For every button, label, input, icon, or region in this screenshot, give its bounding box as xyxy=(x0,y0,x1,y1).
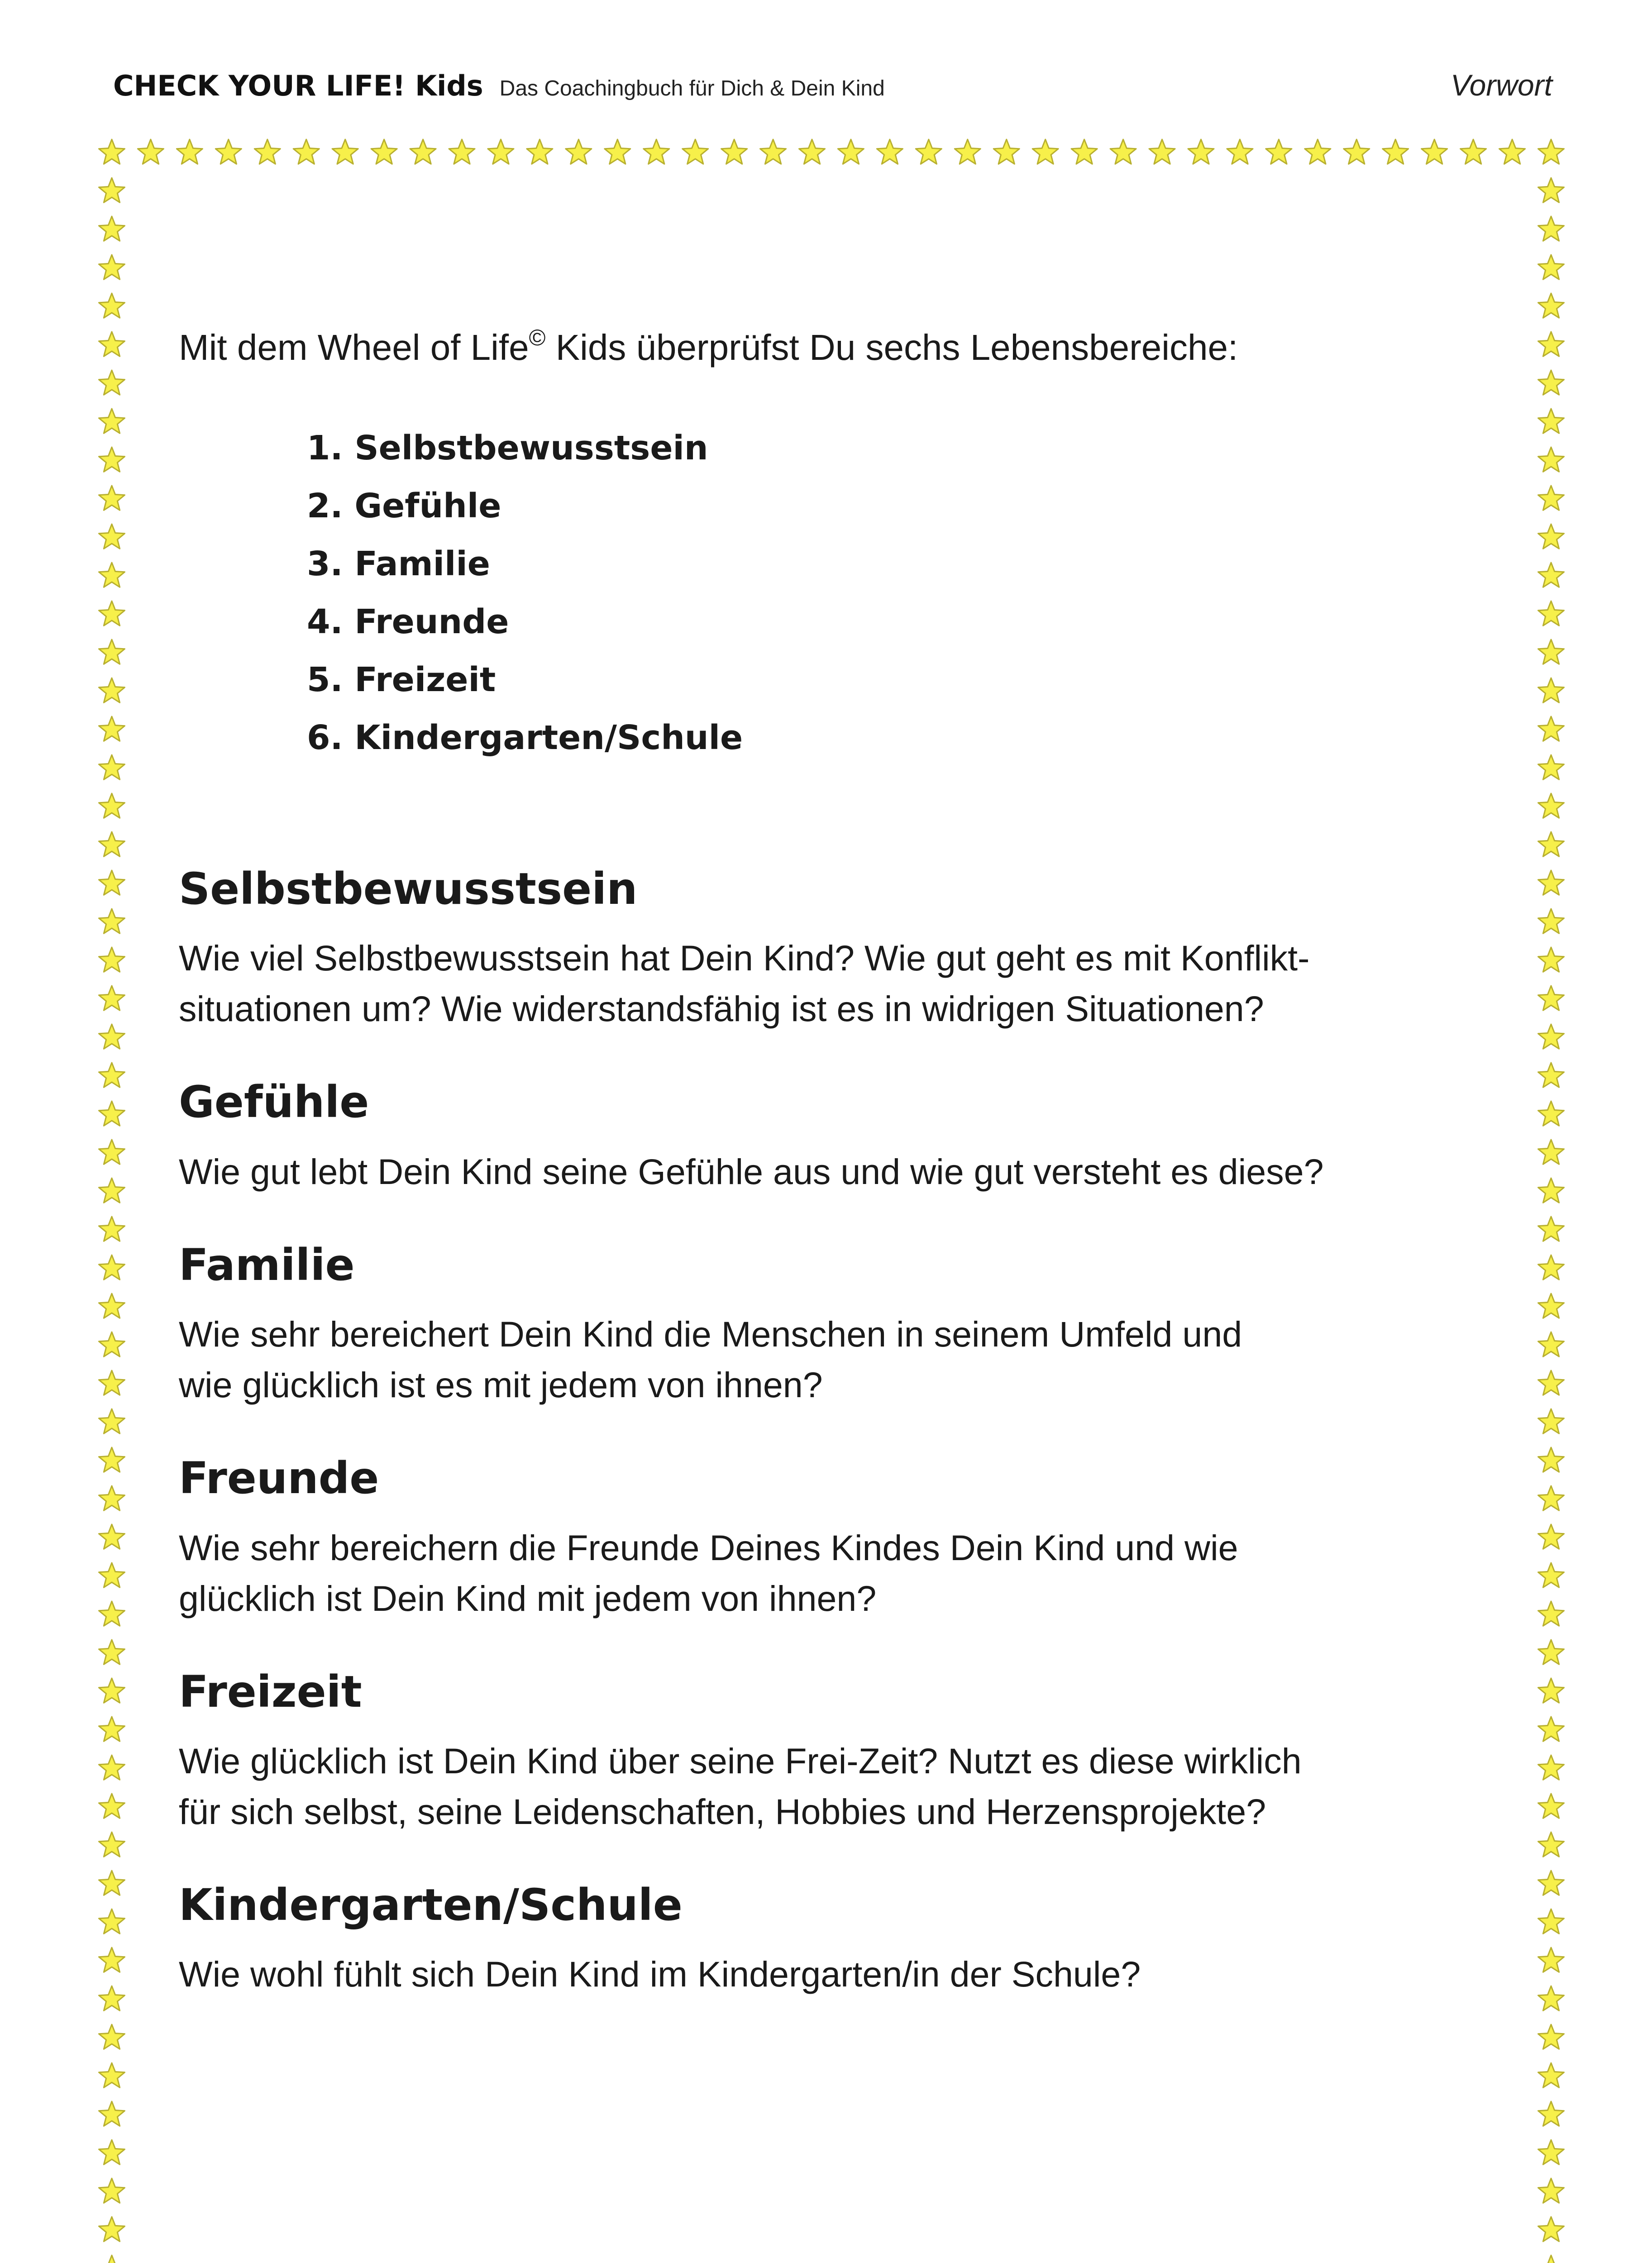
star-icon xyxy=(99,2255,125,2263)
star-icon xyxy=(371,139,397,164)
star-icon xyxy=(99,293,125,318)
star-icon xyxy=(1538,1370,1564,1395)
star-icon xyxy=(99,1486,125,1510)
text-line: situationen um? Wie widerstandsfähig ist es in widrigen Situationen? xyxy=(179,988,1264,1029)
text-line: Wie wohl fühlt sich Dein Kind im Kindergarten/in der Schule? xyxy=(179,1954,1141,1995)
star-icon xyxy=(1538,139,1564,164)
star-icon xyxy=(1538,1486,1564,1510)
section-heading: Familie xyxy=(179,1239,355,1290)
star-icon xyxy=(99,216,125,241)
star-icon xyxy=(99,1948,125,1972)
text-line: Wie gut lebt Dein Kind seine Gefühle aus und wie gut versteht es diese? xyxy=(179,1151,1324,1192)
star-icon xyxy=(1538,1601,1564,1626)
star-icon xyxy=(99,1332,125,1356)
text-line: Wie viel Selbstbewusstsein hat Dein Kind? Wie gut geht es mit Konflikt- xyxy=(179,938,1310,979)
star-icon xyxy=(1538,1563,1564,1587)
star-icon xyxy=(99,793,125,818)
star-icon xyxy=(99,447,125,472)
section-heading: Kindergarten/Schule xyxy=(179,1879,683,1930)
star-icon xyxy=(1188,139,1214,164)
star-icon xyxy=(1032,139,1058,164)
star-icon xyxy=(1538,2178,1564,2203)
text-line: wie glücklich ist es mit jedem von ihnen? xyxy=(179,1365,823,1405)
star-icon xyxy=(1538,909,1564,933)
star-icon xyxy=(99,2063,125,2087)
intro-text xyxy=(179,326,1446,369)
star-icon xyxy=(99,1370,125,1395)
star-icon xyxy=(99,1178,125,1203)
star-icon xyxy=(1538,1178,1564,1203)
star-icon xyxy=(955,139,980,164)
star-icon xyxy=(1538,1678,1564,1703)
list-item: 5. Freizeit xyxy=(307,660,496,699)
star-icon xyxy=(1227,139,1253,164)
star-icon xyxy=(99,2140,125,2164)
star-icon xyxy=(99,1832,125,1857)
list-item: 6. Kindergarten/Schule xyxy=(307,718,743,757)
star-icon xyxy=(1538,255,1564,279)
star-icon xyxy=(1538,293,1564,318)
star-icon xyxy=(838,139,864,164)
star-icon xyxy=(99,947,125,972)
book-subtitle: Das Coachingbuch für Dich & Dein Kind xyxy=(499,76,885,100)
star-icon xyxy=(1538,870,1564,895)
star-icon xyxy=(566,139,592,164)
star-icon xyxy=(1538,1294,1564,1318)
star-icon xyxy=(1538,1948,1564,1972)
star-icon xyxy=(1538,2255,1564,2263)
star-icon xyxy=(1538,409,1564,433)
section-kindergarten-schule xyxy=(179,1880,1446,2000)
section-text xyxy=(179,1736,1446,1837)
star-icon xyxy=(877,139,902,164)
star-icon xyxy=(1538,947,1564,972)
text-line: Wie sehr bereichert Dein Kind die Menschen in seinem Umfeld und xyxy=(179,1314,1242,1355)
star-icon xyxy=(1538,1524,1564,1549)
star-icon xyxy=(99,1409,125,1433)
section-heading: Freizeit xyxy=(179,1666,362,1717)
star-icon xyxy=(99,1447,125,1472)
star-icon xyxy=(99,139,125,164)
star-icon xyxy=(1538,563,1564,587)
star-icon xyxy=(99,1871,125,1895)
star-icon xyxy=(99,832,125,856)
section-freunde xyxy=(179,1453,1446,1623)
star-icon xyxy=(99,370,125,395)
star-icon xyxy=(1538,2217,1564,2241)
star-icon xyxy=(1461,139,1486,164)
section-text xyxy=(179,1309,1446,1410)
star-icon xyxy=(99,2024,125,2049)
star-icon xyxy=(1149,139,1175,164)
list-item: 3. Familie xyxy=(307,544,490,583)
section-text xyxy=(179,933,1446,1034)
star-icon xyxy=(1538,1794,1564,1818)
star-icon xyxy=(177,139,202,164)
star-icon xyxy=(1266,139,1292,164)
star-icon xyxy=(1305,139,1331,164)
star-icon xyxy=(1538,178,1564,202)
star-icon xyxy=(99,716,125,741)
star-icon xyxy=(449,139,475,164)
text-line: für sich selbst, seine Leidenschaften, Hobbies und Herzensprojekte? xyxy=(179,1791,1266,1832)
star-icon xyxy=(1538,2024,1564,2049)
star-icon xyxy=(99,1909,125,1934)
star-icon xyxy=(99,1678,125,1703)
star-icon xyxy=(1538,1755,1564,1780)
star-icon xyxy=(1383,139,1408,164)
star-icon xyxy=(99,1101,125,1126)
star-icon xyxy=(1538,832,1564,856)
star-icon xyxy=(1538,1332,1564,1356)
star-icon xyxy=(1538,1140,1564,1164)
section-text xyxy=(179,1146,1446,1197)
star-icon xyxy=(1538,2101,1564,2126)
star-icon xyxy=(721,139,747,164)
star-icon xyxy=(99,1524,125,1549)
star-icon xyxy=(1538,1832,1564,1857)
star-icon xyxy=(99,1986,125,2010)
intro-text-after: Kids überprüfst Du sechs Lebensbereiche: xyxy=(545,327,1238,368)
star-icon xyxy=(1538,332,1564,356)
star-icon xyxy=(1110,139,1136,164)
star-icon xyxy=(215,139,241,164)
star-icon xyxy=(1538,1409,1564,1433)
text-line: glücklich ist Dein Kind mit jedem von ihnen? xyxy=(179,1578,877,1618)
star-icon xyxy=(1538,447,1564,472)
star-icon xyxy=(1538,601,1564,625)
star-icon xyxy=(99,601,125,625)
star-icon xyxy=(99,1024,125,1049)
section-familie xyxy=(179,1240,1446,1410)
star-icon xyxy=(1538,1717,1564,1741)
star-icon xyxy=(1538,370,1564,395)
text-line: Wie glücklich ist Dein Kind über seine Frei-Zeit? Nutzt es diese wirklich xyxy=(179,1740,1302,1781)
section-heading: Freunde xyxy=(179,1453,379,1504)
star-icon xyxy=(410,139,436,164)
star-icon xyxy=(1538,1909,1564,1934)
book-title: CHECK YOUR LIFE! Kids xyxy=(113,69,483,102)
star-icon xyxy=(1538,1255,1564,1280)
life-areas-list xyxy=(307,419,1446,767)
star-icon xyxy=(1538,2063,1564,2087)
star-icon xyxy=(644,139,669,164)
section-heading: Gefühle xyxy=(179,1077,369,1128)
section-text xyxy=(179,1523,1446,1624)
star-icon xyxy=(1538,1217,1564,1241)
star-icon xyxy=(99,486,125,510)
star-icon xyxy=(799,139,825,164)
star-icon xyxy=(99,678,125,702)
copyright-mark: © xyxy=(529,325,546,350)
star-icon xyxy=(99,1755,125,1780)
section-freizeit xyxy=(179,1667,1446,1837)
list-item: 2. Gefühle xyxy=(307,487,501,525)
star-icon xyxy=(332,139,358,164)
star-icon xyxy=(99,524,125,549)
star-icon xyxy=(1499,139,1525,164)
star-icon xyxy=(1538,755,1564,779)
section-heading: Selbstbewusstsein xyxy=(179,864,638,914)
star-icon xyxy=(99,1794,125,1818)
star-icon xyxy=(916,139,941,164)
star-icon xyxy=(138,139,163,164)
star-icon xyxy=(527,139,553,164)
star-icon xyxy=(1538,1024,1564,1049)
list-item: 4. Freunde xyxy=(307,602,509,641)
intro-text-before: Mit dem Wheel of Life xyxy=(179,327,529,368)
star-icon xyxy=(99,255,125,279)
star-icon xyxy=(1538,216,1564,241)
star-icon xyxy=(1538,1447,1564,1472)
star-icon xyxy=(99,2178,125,2203)
star-icon xyxy=(760,139,786,164)
star-icon xyxy=(1538,793,1564,818)
star-icon xyxy=(605,139,630,164)
star-icon xyxy=(99,1140,125,1164)
star-icon xyxy=(99,1294,125,1318)
section-selbstbewusstsein xyxy=(179,864,1446,1034)
star-icon xyxy=(99,2101,125,2126)
star-icon xyxy=(1538,678,1564,702)
star-icon xyxy=(99,1717,125,1741)
star-icon xyxy=(99,563,125,587)
section-gefuehle xyxy=(179,1077,1446,1197)
star-icon xyxy=(1538,524,1564,549)
star-icon xyxy=(1538,1871,1564,1895)
star-icon xyxy=(1422,139,1447,164)
star-icon xyxy=(99,1255,125,1280)
star-icon xyxy=(254,139,280,164)
star-icon xyxy=(1538,2140,1564,2164)
star-icon xyxy=(99,409,125,433)
list-item: 1. Selbstbewusstsein xyxy=(307,429,708,468)
star-icon xyxy=(1538,716,1564,741)
star-icon xyxy=(993,139,1019,164)
star-icon xyxy=(1538,486,1564,510)
star-icon xyxy=(1538,986,1564,1010)
star-icon xyxy=(99,755,125,779)
star-icon xyxy=(1344,139,1370,164)
star-icon xyxy=(1538,1640,1564,1664)
star-icon xyxy=(99,1217,125,1241)
section-name: Vorwort xyxy=(1451,68,1552,102)
section-text xyxy=(179,1949,1446,2000)
star-icon xyxy=(99,640,125,664)
star-icon xyxy=(1538,1063,1564,1087)
text-line: Wie sehr bereichern die Freunde Deines Kindes Dein Kind und wie xyxy=(179,1527,1238,1568)
star-icon xyxy=(1538,1986,1564,2010)
star-icon xyxy=(99,909,125,933)
star-icon xyxy=(99,870,125,895)
star-icon xyxy=(1538,640,1564,664)
star-icon xyxy=(99,1640,125,1664)
star-icon xyxy=(1071,139,1097,164)
star-icon xyxy=(683,139,708,164)
star-icon xyxy=(99,1563,125,1587)
star-icon xyxy=(293,139,319,164)
star-icon xyxy=(99,178,125,202)
star-icon xyxy=(1538,1101,1564,1126)
star-icon xyxy=(99,2217,125,2241)
star-icon xyxy=(99,1063,125,1087)
star-icon xyxy=(99,332,125,356)
page-content xyxy=(179,326,1446,2043)
star-icon xyxy=(99,986,125,1010)
star-icon xyxy=(488,139,514,164)
star-icon xyxy=(99,1601,125,1626)
